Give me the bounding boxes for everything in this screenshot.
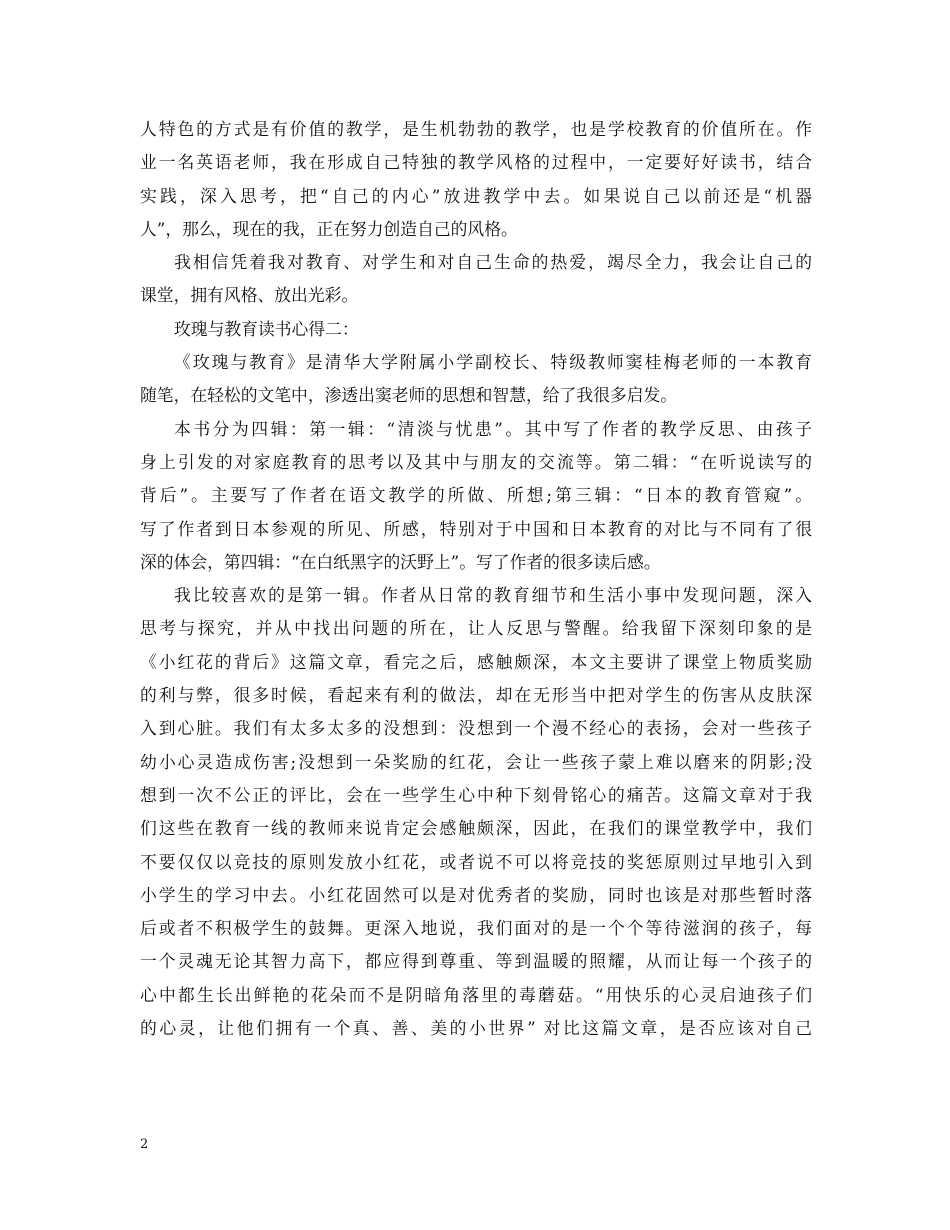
document-body <box>140 113 812 1045</box>
text-line: 入到心脏。我们有太多太多的没想到：没想到一个漫不经心的表扬，会对一些孩子 <box>140 718 812 739</box>
text-line: 《玫瑰与教育》是清华大学附属小学副校长、特级教师窦桂梅老师的一本教育 <box>174 352 812 373</box>
text-line: 幼小心灵造成伤害;没想到一朵奖励的红花，会让一些孩子蒙上难以磨来的阴影;没 <box>140 751 812 772</box>
text-line: 人特色的方式是有价值的教学，是生机勃勃的教学，也是学校教育的价值所在。作 <box>140 119 812 139</box>
section-heading: 玫瑰与教育读书心得二： <box>174 318 359 339</box>
text-line: 一个灵魂无论其智力高下，都应得到尊重、等到温暖的照耀，从而让每一个孩子的 <box>140 951 812 972</box>
text-line: 业一名英语老师，我在形成自己特独的教学风格的过程中，一定要好好读书，结合 <box>140 152 812 173</box>
text-line: 后或者不积极学生的鼓舞。更深入地说，我们面对的是一个个等待滋润的孩子，每 <box>140 918 812 939</box>
text-line: 人”，那么，现在的我，正在努力创造自己的风格。 <box>140 218 518 239</box>
text-line: 背后”。主要写了作者在语文教学的所做、所想;第三辑：“日本的教育管窥”。 <box>140 485 812 506</box>
text-line: 实践，深入思考，把“自己的内心”放进教学中去。如果说自己以前还是“机器 <box>140 185 812 206</box>
text-line: 随笔，在轻松的文笔中，渗透出窦老师的思想和智慧，给了我很多启发。 <box>140 385 678 406</box>
text-line: 的利与弊，很多时候，看起来有利的做法，却在无形当中把对学生的伤害从皮肤深 <box>140 685 812 706</box>
text-line: 我相信凭着我对教育、对学生和对自己生命的热爱，竭尽全力，我会让自己的 <box>174 252 812 273</box>
text-line: 小学生的学习中去。小红花固然可以是对优秀者的奖励，同时也该是对那些暂时落 <box>140 884 812 905</box>
page-number: 2 <box>140 1137 149 1152</box>
text-line: 想到一次不公正的评比，会在一些学生心中种下刻骨铭心的痛苦。这篇文章对于我 <box>140 784 812 805</box>
text-line: 我比较喜欢的是第一辑。作者从日常的教育细节和生活小事中发现问题，深入 <box>174 585 812 606</box>
text-line: 不要仅仅以竞技的原则发放小红花，或者说不可以将竞技的奖惩原则过早地引入到 <box>140 851 812 872</box>
text-line: 写了作者到日本参观的所见、所感，特别对于中国和日本教育的对比与不同有了很 <box>140 518 812 539</box>
text-line: 课堂，拥有风格、放出光彩。 <box>140 285 359 306</box>
text-line: 思考与探究，并从中找出问题的所在，让人反思与警醒。给我留下深刻印象的是 <box>140 618 812 639</box>
text-line: 身上引发的对家庭教育的思考以及其中与朋友的交流等。第二辑：“在听说读写的 <box>140 451 812 472</box>
text-line: 深的体会，第四辑：“在白纸黑字的沃野上”。写了作者的很多读后感。 <box>140 551 661 572</box>
text-line: 心中都生长出鲜艳的花朵而不是阴暗角落里的毒蘑菇。“用快乐的心灵启迪孩子们 <box>140 984 812 1005</box>
text-line: 们这些在教育一线的教师来说肯定会感触颇深，因此，在我们的课堂教学中，我们 <box>140 818 812 839</box>
text-line: 《小红花的背后》这篇文章，看完之后，感触颇深，本文主要讲了课堂上物质奖励 <box>140 651 812 672</box>
text-line: 的心灵，让他们拥有一个真、善、美的小世界” 对比这篇文章，是否应该对自己 <box>140 1018 812 1039</box>
text-line: 本书分为四辑：第一辑：“清淡与忧患”。其中写了作者的教学反思、由孩子 <box>174 418 812 439</box>
